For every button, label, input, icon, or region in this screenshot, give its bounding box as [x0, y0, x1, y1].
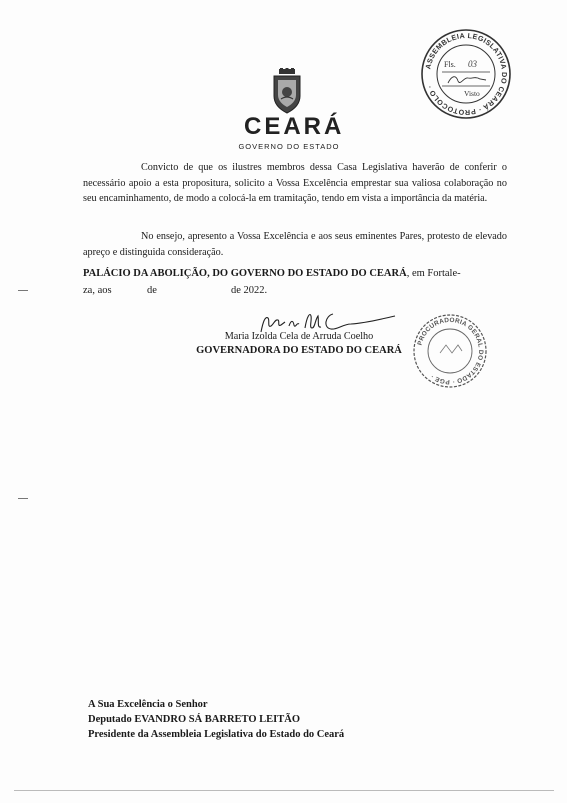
- date-year: de 2022.: [231, 285, 268, 296]
- protocol-stamp-ring-text: ASSEMBLEIA LEGISLATIVA DO CEARÁ · PROTOCOLO ·: [423, 30, 510, 118]
- paragraph-support-request: [83, 160, 507, 207]
- addressee-name: Deputado EVANDRO SÁ BARRETO LEITÃO: [88, 714, 300, 725]
- page-bottom-edge: [14, 790, 554, 791]
- protocol-stamp-seal: [420, 28, 512, 120]
- pge-stamp: [412, 313, 488, 389]
- margin-mark-bottom: [18, 498, 28, 499]
- date-day-prefix: za, aos: [83, 285, 112, 296]
- paragraph-closing-text: No ensejo, apresento a Vossa Excelência e aos seus eminentes Pares, protesto de elevado apreço e distinguida consideração.: [83, 231, 507, 258]
- addressee-title: Presidente da Assembleia Legislativa do Estado do Ceará: [88, 729, 345, 740]
- protocol-stamp: [420, 28, 512, 120]
- place-date-line-2: [83, 283, 507, 298]
- pge-stamp-ring-text: PROCURADORIA GERAL DO ESTADO · PGE ·: [416, 316, 485, 386]
- protocol-stamp-visto-label: Visto: [464, 89, 480, 98]
- paragraph-closing: [83, 229, 507, 260]
- addressee-salutation: A Sua Excelência o Senhor: [88, 699, 208, 710]
- signatory-role: GOVERNADORA DO ESTADO DO CEARÁ: [196, 345, 402, 356]
- logo-subtitle: GOVERNO DO ESTADO: [238, 142, 340, 151]
- paragraph-support-request-text: Convicto de que os ilustres membros dessa Casa Legislativa haverão de conferir o necessário apoio a esta propositura, solicito a Vossa Excelência emprestar sua valiosa colaboração no seu encaminhamento, de modo a colocá-la em tramitação, tendo em vista a importância da matéria.: [83, 162, 507, 205]
- palace-name: PALÁCIO DA ABOLIÇÃO, DO GOVERNO DO ESTADO DO CEARÁ: [83, 268, 407, 279]
- logo-wordmark: CEARÁ: [244, 113, 345, 140]
- protocol-stamp-initials: [448, 77, 486, 83]
- pge-stamp-seal: [412, 313, 488, 389]
- place-date-continuation: , em Fortale-: [406, 268, 461, 279]
- svg-text:ASSEMBLEIA LEGISLATIVA DO CEAR: [423, 31, 509, 117]
- signatory-name: Maria Izolda Cela de Arruda Coelho: [224, 331, 374, 342]
- place-date-line-1: [83, 266, 507, 281]
- protocol-stamp-fls-value: 03: [468, 59, 477, 69]
- margin-mark-top: [18, 290, 28, 291]
- protocol-stamp-fls-label: Fls.: [444, 60, 456, 69]
- state-coat-of-arms-icon: [270, 68, 304, 114]
- date-month-prefix: de: [147, 285, 157, 296]
